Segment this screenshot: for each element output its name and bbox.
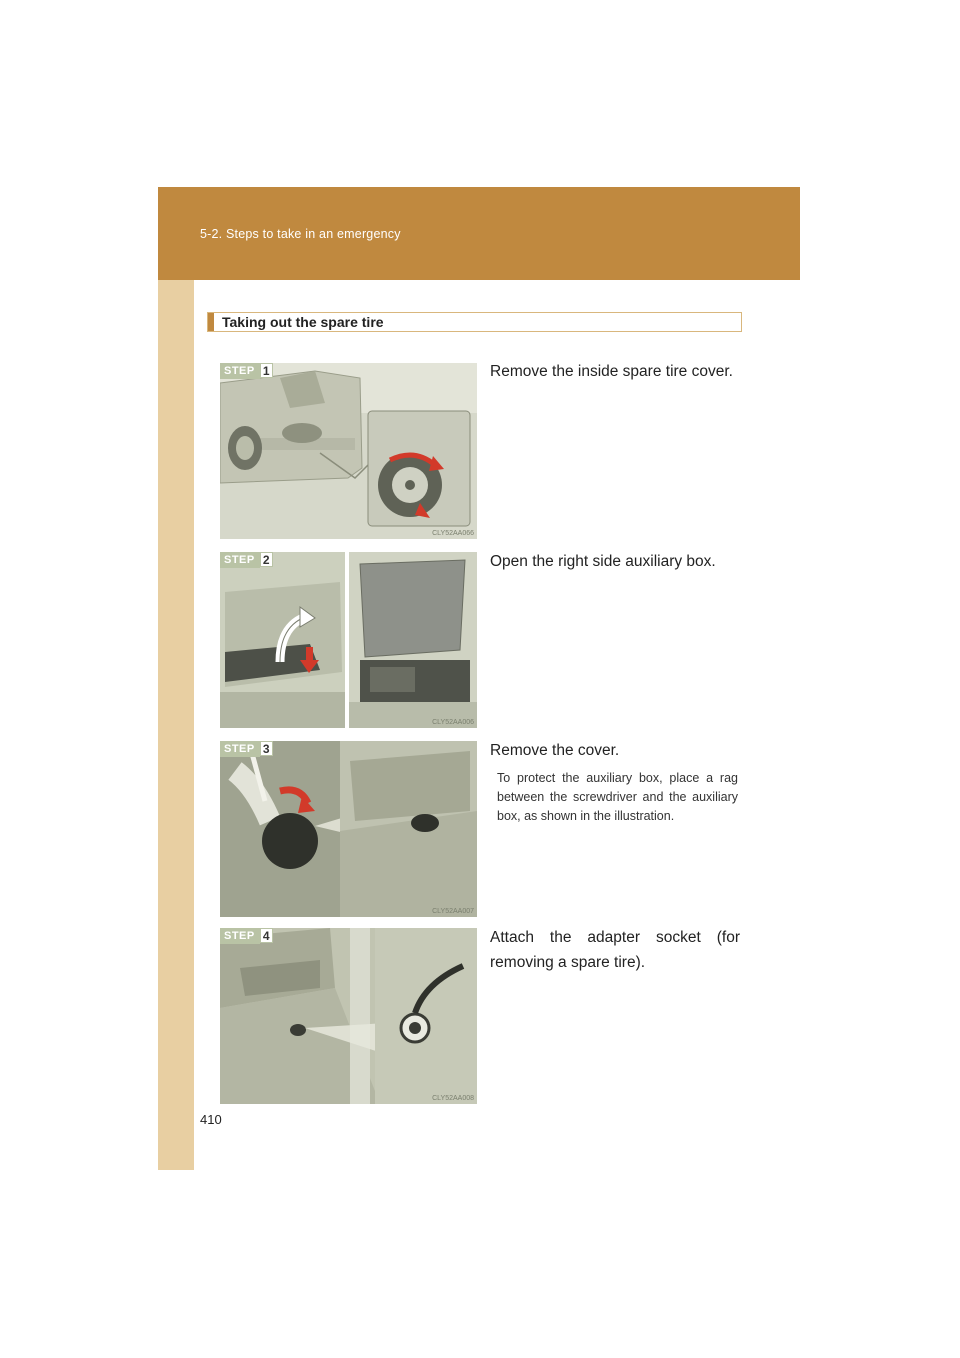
step-badge	[220, 552, 273, 568]
page-number: 410	[200, 1112, 222, 1127]
step-2-illustration	[220, 552, 477, 728]
step-badge	[220, 928, 273, 944]
step-3-note: To protect the auxiliary box, place a rag between the screwdriver and the auxiliary box, as shown in the illustration.	[497, 771, 738, 823]
step-label: STEP	[220, 741, 260, 757]
step-label: STEP	[220, 363, 260, 379]
cargo-auxiliary-box-drawing	[220, 552, 477, 728]
step-1-illustration	[220, 363, 477, 539]
step-label: STEP	[220, 552, 260, 568]
rear-spare-tire-drawing	[220, 363, 477, 539]
step-number: 3	[260, 741, 273, 756]
cover-removal-drawing	[220, 741, 477, 917]
step-badge	[220, 741, 273, 757]
step-2-text: Open the right side auxiliary box.	[490, 553, 716, 570]
heading-accent-bar	[208, 313, 214, 331]
section-heading	[207, 312, 742, 332]
figure-code: CLY52AA007	[432, 908, 474, 915]
side-strip	[158, 280, 194, 1170]
step-number: 2	[260, 552, 273, 567]
step-3-illustration	[220, 741, 477, 917]
step-4-text: Attach the adapter socket (for removing a spare tire).	[490, 929, 740, 971]
breadcrumb: 5-2. Steps to take in an emergency	[200, 227, 401, 241]
step-3-text: Remove the cover.	[490, 742, 620, 759]
figure-code: CLY52AA008	[432, 1095, 474, 1102]
step-4-illustration	[220, 928, 477, 1104]
section-title: Taking out the spare tire	[222, 314, 384, 330]
step-badge	[220, 363, 273, 379]
step-label: STEP	[220, 928, 260, 944]
figure-code: CLY52AA006	[432, 719, 474, 726]
step-number: 1	[260, 363, 273, 378]
step-1-text: Remove the inside spare tire cover.	[490, 363, 733, 380]
figure-code: CLY52AA066	[432, 530, 474, 537]
adapter-socket-drawing	[220, 928, 477, 1104]
step-number: 4	[260, 928, 273, 943]
